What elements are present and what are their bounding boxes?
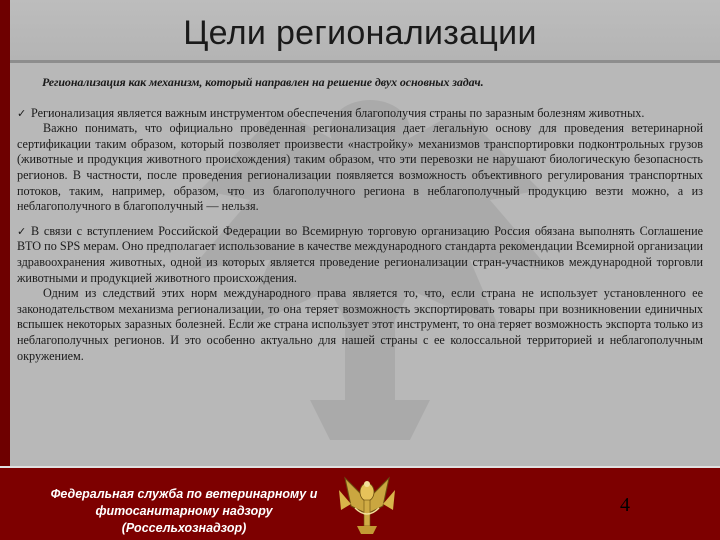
organization-name — [24, 486, 344, 537]
checkmark-icon: ✓ — [17, 224, 27, 238]
org-line-2: фитосанитарному надзору — [95, 504, 273, 518]
footer-divider — [0, 466, 720, 468]
page-number: 4 — [620, 494, 630, 516]
section1-lead-text: Регионализация является важным инструментом обеспечения благополучия страны по заразным болезням животных. — [31, 105, 645, 120]
org-line-3: (Россельхознадзор) — [121, 521, 247, 535]
org-line-1: Федеральная служба по ветеринарному и — [50, 487, 318, 501]
section2-body: Одним из следствий этих норм международного права является то, что, если страна не использует установленного ее законодательством механизма регионализации, то она теряет возможность экспортировать товары при возникновении единичных вспышек некоторых заразных болезней. Если же страна использует этот инструмент, то она теряет возможность экспорта только из неблагополучных регионов. И это особенно актуально для нашей страны с ее колоссальной территорией и неблагополучным окружением. — [17, 286, 703, 363]
slide-content — [17, 75, 703, 364]
slide-title: Цели регионализации — [183, 14, 537, 52]
subtitle: Регионализация как механизм, который направлен на решение двух основных задач. — [42, 75, 484, 89]
section1-lead — [17, 106, 703, 122]
left-accent-stripe — [0, 0, 10, 466]
section1-body: Важно понимать, что официально проведенная регионализация дает легальную основу для проведения ветеринарной сертификации таким образом, который позволяет произвести «настройку» механизмов транспортировки подконтрольных грузов (животные и продукция животного происхождения) таким образом, что эти перевозки не нарушают биологическую безопасность регионов. В частности, после проведения регионализации появляется возможность объективного регулирования транспортных потоков, таким, например, образом, что из благополучного региона в неблагополучный продукцию везти можно, а из неблагополучного в благополучный — нельзя. — [17, 121, 703, 214]
checkmark-icon: ✓ — [17, 106, 27, 120]
section2-lead — [17, 224, 703, 286]
page-number-box — [440, 478, 710, 533]
section2-lead-text: В связи с вступлением Российской Федерации во Всемирную торговую организацию Россия обязана выполнять Соглашение ВТО по SPS мерам. Оно предполагает использование в качестве международного стандарта рекомендации Всемирной организации здравоохранения животных, одной из которых является проведение регионализации стран-участников международной торговли животными и продукцией животного происхождения. — [17, 223, 703, 285]
section-gap — [17, 215, 703, 224]
rosselkhoznadzor-emblem-icon — [333, 470, 401, 538]
